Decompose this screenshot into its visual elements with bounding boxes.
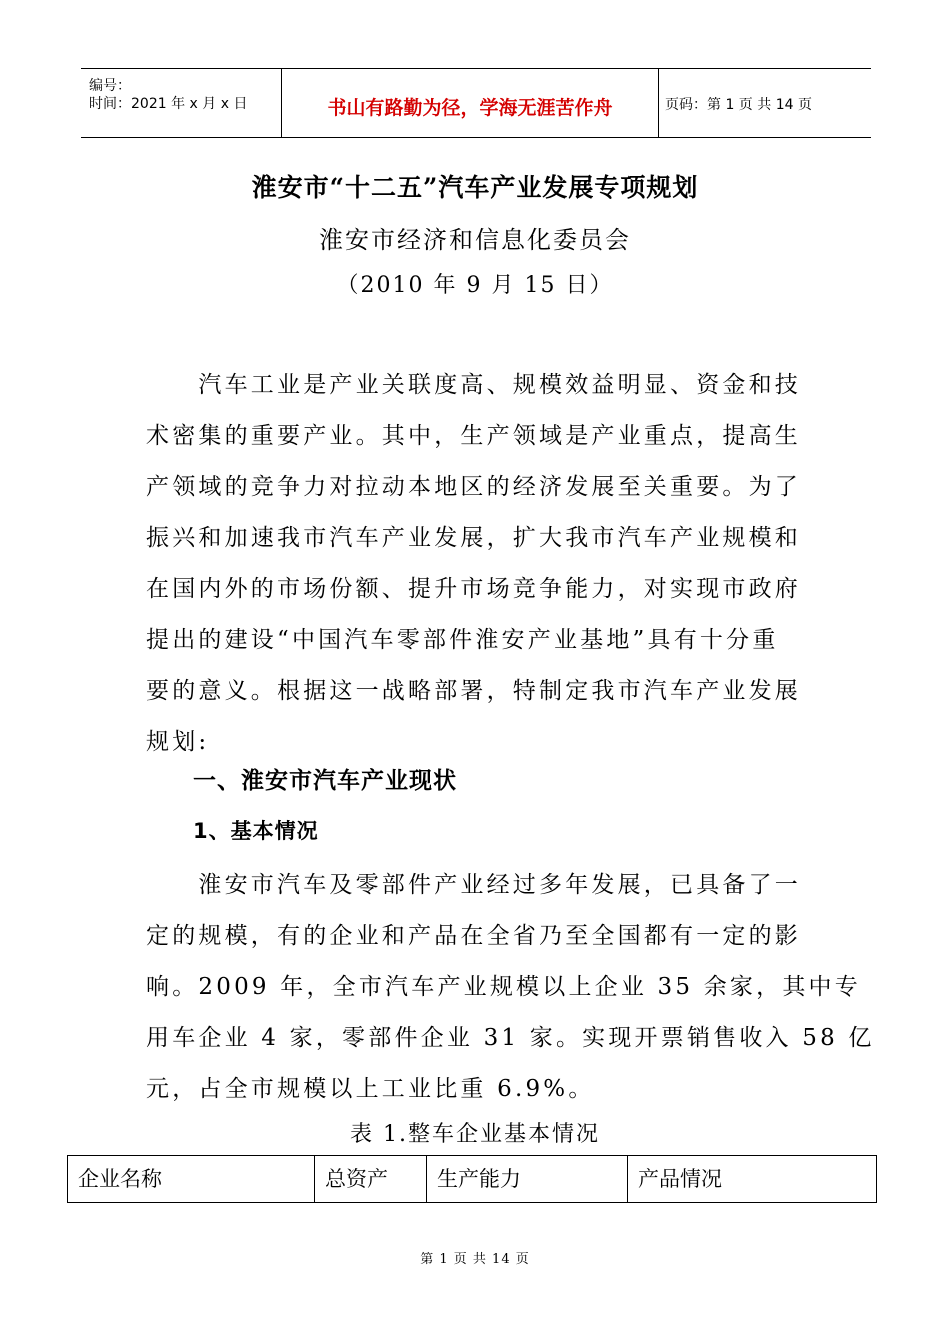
header-time: 时间：2021 年 x 月 x 日: [89, 96, 248, 112]
subsection-heading: 1、基本情况: [193, 819, 319, 843]
table-caption: 表 1.整车企业基本情况: [350, 1122, 600, 1147]
basic-info-paragraph: [146, 860, 875, 1115]
paragraph-line: 在国内外的市场份额、提升市场竞争能力，对实现市政府: [146, 576, 801, 602]
paragraph-line: 要的意义。根据这一战略部署，特制定我市汽车产业发展: [146, 678, 801, 704]
header-page-cell: [659, 69, 871, 137]
header-page-info: 页码：第 1 页 共 14 页: [665, 97, 812, 113]
header-motto-cell: [282, 69, 659, 137]
page-footer: 第 1 页 共 14 页: [420, 1252, 530, 1267]
section-heading: 一、淮安市汽车产业现状: [193, 768, 457, 794]
paragraph-line: 用车企业 4 家，零部件企业 31 家。实现开票销售收入 58 亿: [146, 1025, 875, 1051]
table-header-cell: 生产能力: [427, 1156, 628, 1202]
table-header-cell: 产品情况: [638, 1167, 722, 1191]
document-header: [81, 68, 871, 138]
table-header-cell: 企业名称: [68, 1156, 315, 1202]
paragraph-line: 汽车工业是产业关联度高、规模效益明显、资金和技: [146, 372, 801, 398]
paragraph-line: 提出的建设“中国汽车零部件淮安产业基地”具有十分重: [146, 627, 779, 653]
paragraph-line: 响。2009 年，全市汽车产业规模以上企业 35 余家，其中专: [146, 974, 861, 1000]
intro-paragraph: [146, 360, 801, 768]
header-meta-cell: [81, 69, 282, 137]
header-number: 编号：: [89, 78, 131, 94]
paragraph-line: 产领域的竞争力对拉动本地区的经济发展至关重要。为了: [146, 474, 801, 500]
header-motto: 书山有路勤为径，学海无涯苦作舟: [327, 97, 613, 119]
paragraph-line: 术密集的重要产业。其中，生产领域是产业重点，提高生: [146, 423, 801, 449]
paragraph-line: 定的规模，有的企业和产品在全省乃至全国都有一定的影: [146, 923, 801, 949]
document-title: 淮安市“十二五”汽车产业发展专项规划: [251, 173, 699, 202]
paragraph-line: 元，占全市规模以上工业比重 6.9%。: [146, 1076, 595, 1102]
document-author: 淮安市经济和信息化委员会: [319, 226, 631, 254]
paragraph-line: 淮安市汽车及零部件产业经过多年发展，已具备了一: [146, 872, 801, 898]
paragraph-line: 规划:: [146, 729, 210, 755]
paragraph-line: 振兴和加速我市汽车产业发展，扩大我市汽车产业规模和: [146, 525, 801, 551]
document-date: （2010 年 9 月 15 日）: [336, 273, 614, 298]
table-header-cell: 总资产: [315, 1156, 427, 1202]
vehicle-enterprise-table: [67, 1155, 877, 1203]
